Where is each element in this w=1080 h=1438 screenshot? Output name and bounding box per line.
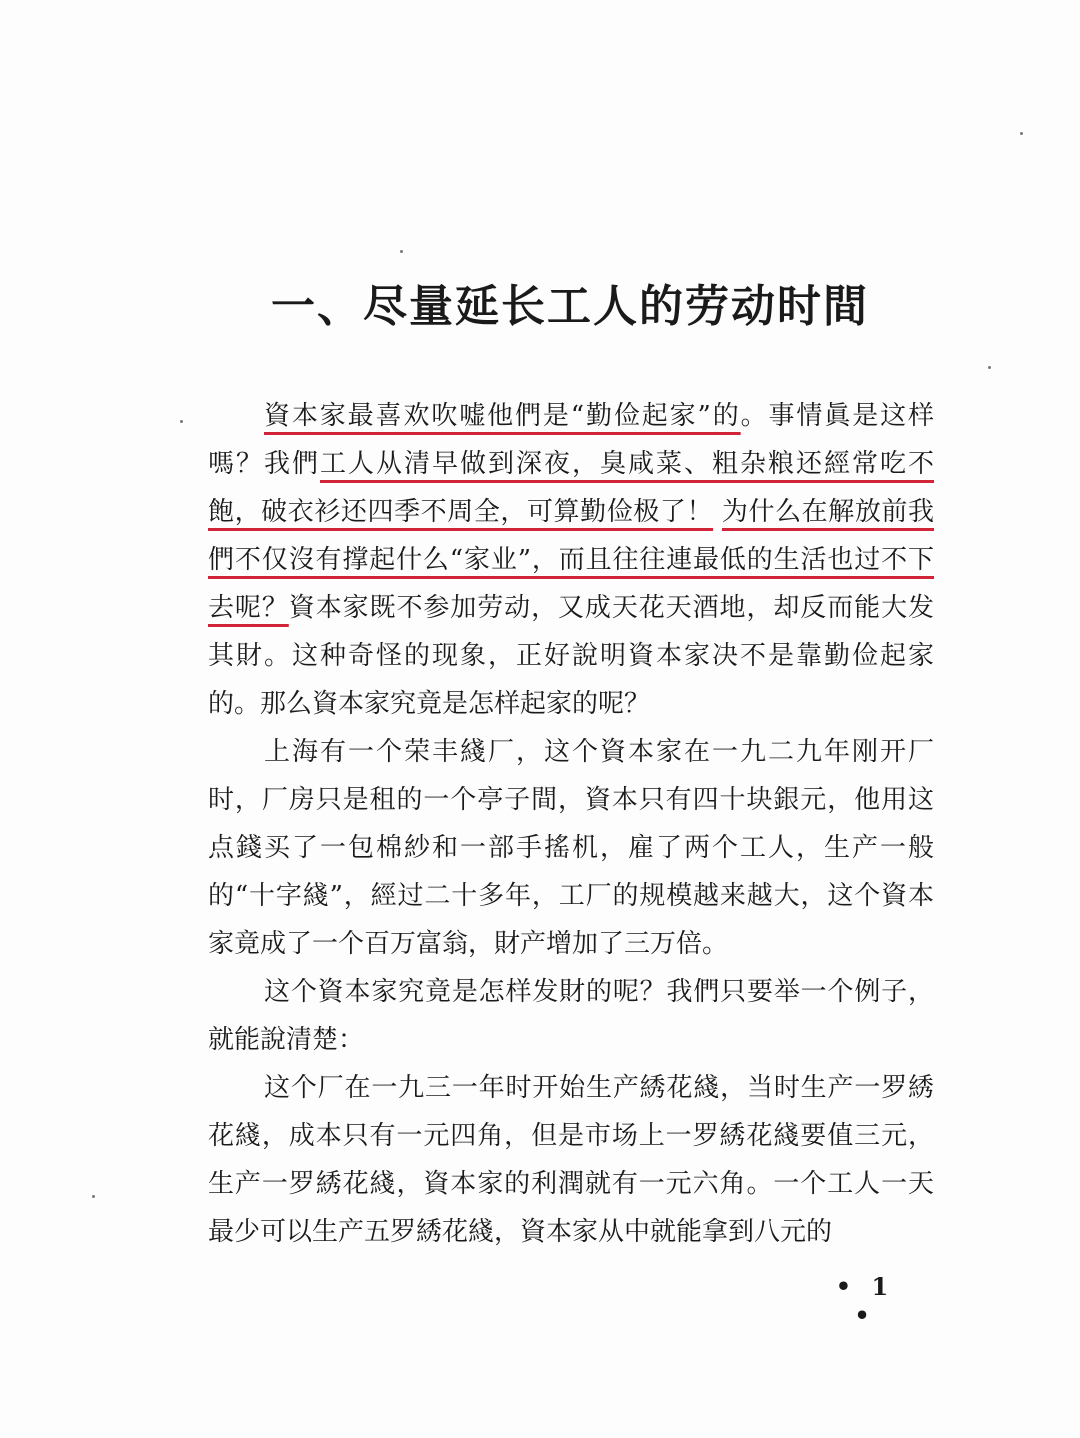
scan-speck [180, 420, 183, 423]
paragraph-3: 这个資本家究竟是怎样发財的呢？我們只要举一个例子，就能說清楚： [208, 977, 934, 1055]
underlined-phrase-3: 为什么在解放前我們不仅沒有撑起什么“家业”，而且往往連最低的生活也过不下去呢？ [208, 497, 934, 623]
scan-speck [1020, 132, 1023, 135]
paragraph-1-text-1: 。事情眞是这样嗎？我們 [208, 401, 934, 479]
underlined-phrase-1: 資本家最喜欢吹嘘他們是“勤俭起家”的 [264, 401, 741, 431]
scan-speck [988, 366, 991, 369]
paragraph-1-text-2 [713, 497, 722, 527]
paragraph-1 [208, 392, 934, 728]
scan-speck [92, 1195, 95, 1198]
paragraph-4: 这个厂在一九三一年时开始生产綉花綫，当时生产一罗綉花綫，成本只有一元四角，但是市场上一罗綉花綫要值三元，生产一罗綉花綫，資本家的利潤就有一元六角。一个工人一天最少可以生产五罗綉花綫，資本家从中就能拿到八元的 [208, 1073, 934, 1247]
body-text [208, 392, 934, 1256]
paragraph-1-text-3: 資本家既不参加劳动，又成天花天酒地，却反而能大发其財。这种奇怪的现象，正好說明資本家决不是靠勤俭起家的。那么資本家究竟是怎样起家的呢？ [208, 593, 934, 719]
paragraph-2: 上海有一个荣丰綫厂，这个資本家在一九二九年刚开厂时，厂房只是租的一个亭子間，資本只有四十块銀元，他用这点錢买了一包棉紗和一部手搖机，雇了两个工人，生产一般的“十字綫”，經过二十多年，工厂的规模越来越大，这个資本家竟成了一个百万富翁，財产增加了三万倍。 [208, 737, 934, 959]
page-number: • 1 • [835, 1272, 895, 1330]
scan-speck [400, 250, 403, 253]
page-title: 一、尽量延长工人的劳动时間 [271, 281, 869, 332]
underlined-phrase-2: 工人从清早做到深夜，臭咸菜、粗杂粮还經常吃不飽，破衣衫还四季不周全，可算勤俭极了！ [208, 449, 934, 527]
